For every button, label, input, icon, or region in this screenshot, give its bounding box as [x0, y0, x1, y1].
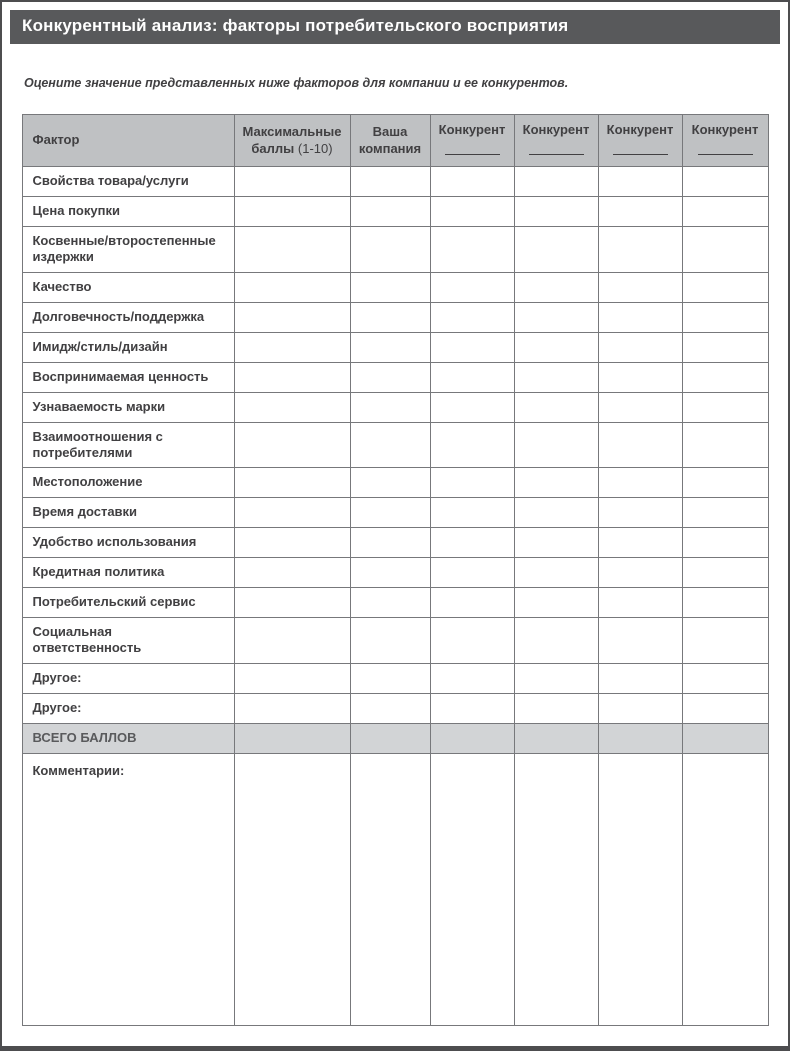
table-row: [22, 618, 768, 664]
score-cell: [682, 197, 768, 227]
competitive-analysis-table: [22, 114, 769, 1026]
factor-label: Взаимоотношения с потребителями: [22, 422, 234, 468]
total-cell: [350, 723, 430, 753]
table-row: [22, 227, 768, 273]
score-cell: [350, 693, 430, 723]
comments-cell: [598, 753, 682, 1025]
factor-label: Узнаваемость марки: [22, 392, 234, 422]
score-cell: [234, 528, 350, 558]
score-cell: [682, 558, 768, 588]
competitor-name-blank: [698, 142, 753, 155]
score-cell: [514, 392, 598, 422]
score-cell: [234, 272, 350, 302]
score-cell: [514, 558, 598, 588]
score-cell: [234, 663, 350, 693]
score-cell: [234, 197, 350, 227]
table-row: [22, 167, 768, 197]
score-cell: [430, 167, 514, 197]
score-cell: [682, 498, 768, 528]
col-header-competitor-4: Конкурент: [682, 115, 768, 167]
score-cell: [350, 663, 430, 693]
score-cell: [598, 588, 682, 618]
table-row: [22, 362, 768, 392]
table-row: [22, 498, 768, 528]
score-cell: [514, 468, 598, 498]
score-cell: [598, 558, 682, 588]
score-cell: [682, 528, 768, 558]
score-cell: [234, 588, 350, 618]
score-cell: [598, 618, 682, 664]
score-cell: [514, 588, 598, 618]
score-cell: [514, 227, 598, 273]
comments-cell: [430, 753, 514, 1025]
score-cell: [430, 422, 514, 468]
max-points-line1: Максимальные: [242, 123, 342, 139]
table-row: [22, 332, 768, 362]
factor-label: Воспринимаемая ценность: [22, 362, 234, 392]
score-cell: [514, 362, 598, 392]
score-cell: [430, 272, 514, 302]
score-cell: [682, 422, 768, 468]
score-cell: [430, 663, 514, 693]
score-cell: [234, 693, 350, 723]
score-cell: [598, 302, 682, 332]
col-header-factor: Фактор: [22, 115, 234, 167]
score-cell: [234, 558, 350, 588]
comments-cell: [514, 753, 598, 1025]
comments-row: [22, 753, 768, 1025]
score-cell: [350, 618, 430, 664]
score-cell: [598, 528, 682, 558]
score-cell: [350, 498, 430, 528]
score-cell: [430, 618, 514, 664]
score-cell: [350, 468, 430, 498]
col-header-competitor-3: Конкурент: [598, 115, 682, 167]
score-cell: [514, 332, 598, 362]
score-cell: [514, 528, 598, 558]
factor-label: Цена покупки: [22, 197, 234, 227]
score-cell: [598, 392, 682, 422]
score-cell: [430, 197, 514, 227]
factor-label: Качество: [22, 272, 234, 302]
score-cell: [234, 302, 350, 332]
score-cell: [234, 468, 350, 498]
factor-label: Имидж/стиль/дизайн: [22, 332, 234, 362]
factor-label: Местоположение: [22, 468, 234, 498]
score-cell: [682, 392, 768, 422]
col-header-competitor-2: Конкурент: [514, 115, 598, 167]
score-cell: [514, 498, 598, 528]
score-cell: [514, 618, 598, 664]
score-cell: [430, 227, 514, 273]
score-cell: [350, 272, 430, 302]
table-row: [22, 422, 768, 468]
score-cell: [682, 693, 768, 723]
table-row: [22, 392, 768, 422]
table-row: [22, 197, 768, 227]
score-cell: [598, 332, 682, 362]
score-cell: [682, 167, 768, 197]
instruction-text: Оцените значение представленных ниже факторов для компании и ее конкурентов.: [24, 76, 569, 90]
score-cell: [350, 302, 430, 332]
factor-label: Косвенные/второстепенные издержки: [22, 227, 234, 273]
score-cell: [598, 693, 682, 723]
score-cell: [514, 422, 598, 468]
score-cell: [350, 197, 430, 227]
table-row: [22, 272, 768, 302]
score-cell: [234, 422, 350, 468]
score-cell: [350, 422, 430, 468]
score-cell: [430, 332, 514, 362]
table-row: [22, 558, 768, 588]
score-cell: [598, 272, 682, 302]
score-cell: [234, 618, 350, 664]
col-header-your-company: Ваша компания: [350, 115, 430, 167]
score-cell: [682, 302, 768, 332]
comments-label: Комментарии:: [22, 753, 234, 1025]
factor-label: Кредитная политика: [22, 558, 234, 588]
score-cell: [430, 302, 514, 332]
max-points-line2: баллы (1-10): [251, 140, 333, 156]
score-cell: [598, 663, 682, 693]
score-cell: [682, 618, 768, 664]
factor-label: Время доставки: [22, 498, 234, 528]
score-cell: [598, 422, 682, 468]
score-cell: [682, 468, 768, 498]
score-cell: [350, 588, 430, 618]
score-cell: [234, 332, 350, 362]
score-cell: [682, 272, 768, 302]
score-cell: [598, 362, 682, 392]
total-cell: [514, 723, 598, 753]
score-cell: [514, 197, 598, 227]
factor-label: Другое:: [22, 663, 234, 693]
factor-label: Социальная ответственность: [22, 618, 234, 664]
comments-cell: [682, 753, 768, 1025]
col-header-competitor-1: Конкурент: [430, 115, 514, 167]
score-cell: [430, 558, 514, 588]
score-cell: [598, 468, 682, 498]
score-cell: [514, 693, 598, 723]
score-cell: [430, 693, 514, 723]
col-header-max-points: [234, 115, 350, 167]
score-cell: [430, 528, 514, 558]
score-cell: [514, 167, 598, 197]
competitor-name-blank: [529, 142, 584, 155]
score-cell: [430, 468, 514, 498]
score-cell: [350, 392, 430, 422]
score-cell: [350, 558, 430, 588]
score-cell: [350, 167, 430, 197]
score-cell: [682, 588, 768, 618]
score-cell: [682, 332, 768, 362]
score-cell: [682, 663, 768, 693]
total-label: ВСЕГО БАЛЛОВ: [22, 723, 234, 753]
total-cell: [430, 723, 514, 753]
comments-cell: [350, 753, 430, 1025]
score-cell: [234, 167, 350, 197]
table-row: [22, 693, 768, 723]
score-cell: [598, 197, 682, 227]
total-cell: [598, 723, 682, 753]
score-cell: [234, 227, 350, 273]
factor-label: Долговечность/поддержка: [22, 302, 234, 332]
score-cell: [350, 362, 430, 392]
score-cell: [430, 498, 514, 528]
total-row: [22, 723, 768, 753]
page-title: Конкурентный анализ: факторы потребительского восприятия: [10, 10, 780, 44]
table-row: [22, 468, 768, 498]
competitor-name-blank: [445, 142, 500, 155]
total-cell: [682, 723, 768, 753]
table-header-row: [22, 115, 768, 167]
score-cell: [682, 227, 768, 273]
score-cell: [598, 167, 682, 197]
score-cell: [514, 272, 598, 302]
score-cell: [234, 392, 350, 422]
score-cell: [350, 528, 430, 558]
factor-label: Потребительский сервис: [22, 588, 234, 618]
score-cell: [430, 392, 514, 422]
score-cell: [682, 362, 768, 392]
score-cell: [430, 588, 514, 618]
comments-cell: [234, 753, 350, 1025]
table-row: [22, 302, 768, 332]
score-cell: [430, 362, 514, 392]
score-cell: [350, 332, 430, 362]
table-row: [22, 663, 768, 693]
score-cell: [234, 362, 350, 392]
score-cell: [514, 663, 598, 693]
score-cell: [598, 498, 682, 528]
factor-label: Удобство использования: [22, 528, 234, 558]
table-row: [22, 588, 768, 618]
score-cell: [514, 302, 598, 332]
factor-label: Другое:: [22, 693, 234, 723]
factor-label: Свойства товара/услуги: [22, 167, 234, 197]
table-row: [22, 528, 768, 558]
score-cell: [598, 227, 682, 273]
competitor-name-blank: [613, 142, 668, 155]
score-cell: [350, 227, 430, 273]
total-cell: [234, 723, 350, 753]
score-cell: [234, 498, 350, 528]
